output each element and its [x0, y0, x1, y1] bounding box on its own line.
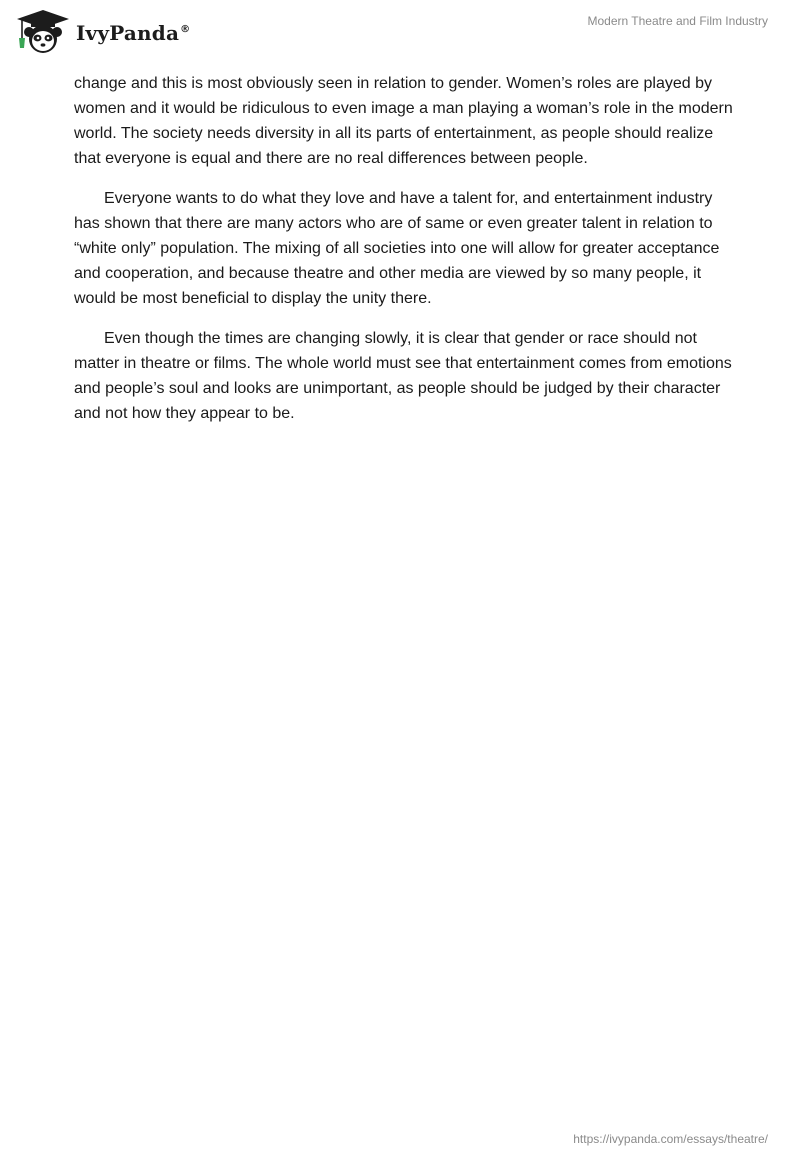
essay-body [74, 71, 734, 441]
paragraph-2: Everyone wants to do what they love and have a talent for, and entertainment industry has shown that there are many actors who are of same or even greater talent in relation to “white only” population. The mixing of all societies into one will allow for greater acceptance and cooperation, and because theatre and other media are viewed by so many people, it would be most beneficial to display the unity there. [74, 190, 720, 307]
brand-name [76, 21, 190, 45]
registered-mark: ® [180, 24, 191, 36]
document-title: Modern Theatre and Film Industry [587, 14, 768, 28]
brand-name-text: IvyPanda [76, 21, 180, 45]
panda-graduation-cap-icon [14, 8, 72, 56]
paragraph-3: Even though the times are changing slowly, it is clear that gender or race should not matter in theatre or films. The whole world must see that entertainment comes from emotions and people’s soul and looks are unimportant, as people should be judged by their character and not how they appear to be. [74, 330, 732, 422]
paragraph-1: change and this is most obviously seen in relation to gender. Women’s roles are played by women and it would be ridiculous to even image a man playing a woman’s role in the modern world. The society needs diversity in all its parts of entertainment, as people should realize that everyone is equal and there are no real differences between people. [74, 75, 733, 167]
source-url-link[interactable]: https://ivypanda.com/essays/theatre/ [573, 1132, 768, 1146]
brand-logo[interactable] [14, 8, 190, 56]
page-header [0, 0, 800, 62]
